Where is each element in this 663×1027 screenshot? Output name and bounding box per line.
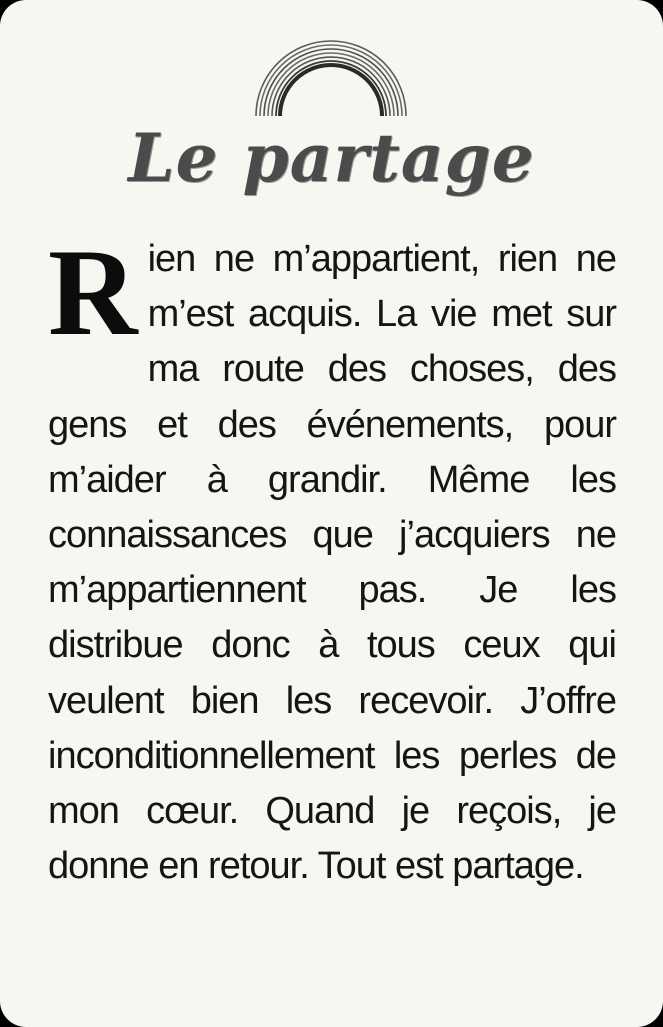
body-text: ien ne m’appartient, rien ne m’est acquis. La vie met sur ma route des choses, des gens et des événements, pour m’aider à grandir. Même les connaissances que j’acquiers ne m’appartiennent pas. Je les distribue donc à tous ceux qui veulent bien les recevoir. J’offre inconditionnellement les perles de mon cœur. Quand je reçois, je donne en retour. Tout est partage.: [48, 238, 616, 888]
rainbow-arch-icon: [246, 28, 416, 120]
drop-cap: R: [48, 224, 138, 361]
card-title: Le partage: [128, 119, 535, 197]
body-paragraph: [48, 224, 616, 894]
